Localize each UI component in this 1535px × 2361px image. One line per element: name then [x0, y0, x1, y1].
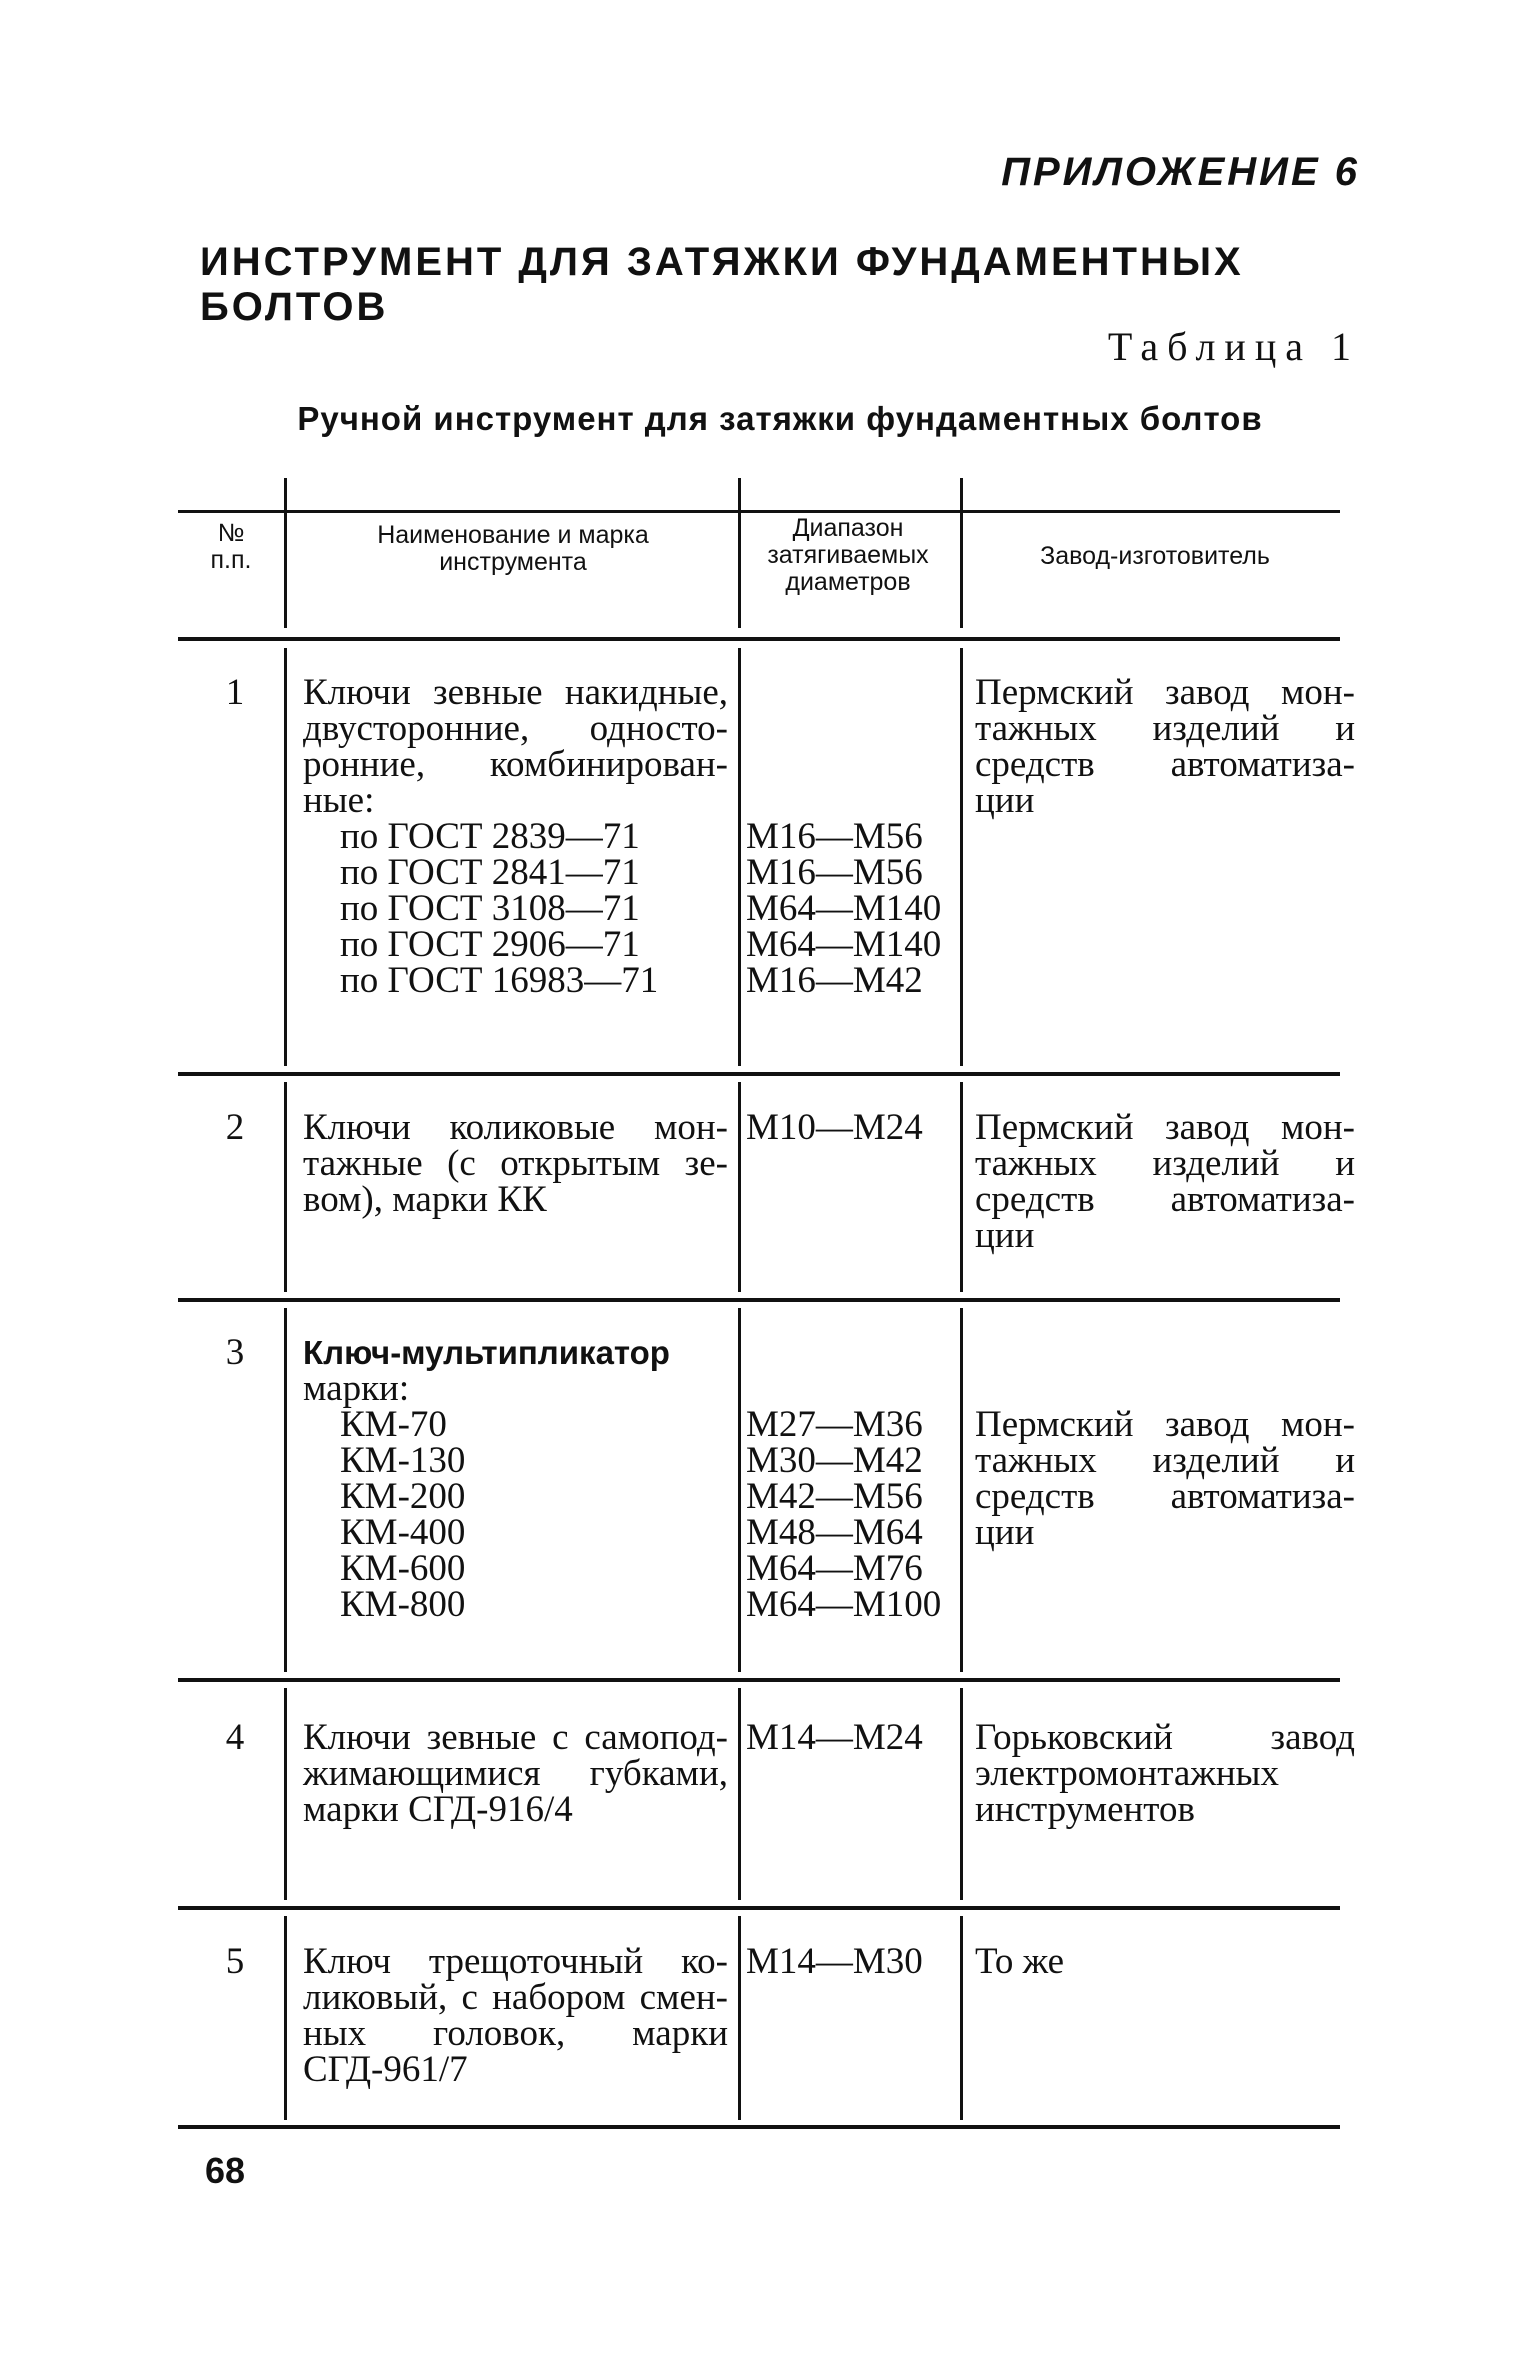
tool-name-line: ликовый, с набором смен- — [303, 1977, 728, 2018]
model-line: КМ-800 — [340, 1584, 466, 1625]
tool-name-line: вом), марки КК — [303, 1179, 547, 1220]
table-label: Таблица 1 — [1107, 324, 1360, 369]
model-line: КМ-200 — [340, 1476, 466, 1517]
col-divider-2-row4 — [738, 1688, 741, 1900]
diameter-range: М14—М24 — [746, 1717, 923, 1758]
header-name — [295, 522, 731, 576]
tool-name-cell — [303, 1107, 728, 1220]
row-rule-3 — [178, 1678, 1340, 1682]
manufacturer-line: средств автоматиза- — [975, 1179, 1355, 1220]
manufacturer-line: Пермский завод мон- — [975, 1107, 1355, 1148]
tool-name-line: Ключ-мультипликатор — [303, 1334, 670, 1371]
tool-name-line: марки СГД-916/4 — [303, 1789, 573, 1830]
diameter-range: М42—М56 — [746, 1476, 923, 1517]
col-divider-3-row4 — [960, 1688, 963, 1900]
diameter-range: М30—М42 — [746, 1440, 923, 1481]
diameter-range: М16—М42 — [746, 960, 923, 1001]
tool-name-line: Ключи коликовые мон- — [303, 1107, 728, 1148]
diameter-range: М64—М140 — [746, 888, 942, 929]
manufacturer-line: ции — [975, 1512, 1035, 1553]
tool-name-cell — [303, 1717, 728, 1830]
diameter-range: М16—М56 — [746, 816, 923, 857]
manufacturer-cell — [975, 672, 1355, 821]
diameter-range: М64—М140 — [746, 924, 942, 965]
header-num-line1: № — [217, 519, 245, 547]
diameter-range: М16—М56 — [746, 852, 923, 893]
diameter-range: М48—М64 — [746, 1512, 923, 1553]
header-divider-3 — [960, 478, 963, 628]
tool-name-cell — [303, 1941, 728, 2090]
diameter-range: М10—М24 — [746, 1107, 923, 1148]
manufacturer-line: инструментов — [975, 1789, 1195, 1830]
header-range-line1: Диапазон — [792, 514, 904, 542]
manufacturer-cell — [975, 1941, 1355, 1982]
tool-name-line: Ключи зевные накидные, — [303, 672, 728, 713]
standard-line: по ГОСТ 2839—71 — [340, 816, 640, 857]
header-name-line1: Наименование и марка — [377, 521, 649, 549]
col-divider-2-row2 — [738, 1082, 741, 1292]
manufacturer-line: Горьковский завод — [975, 1717, 1355, 1758]
table-top-rule — [178, 510, 1340, 513]
col-divider-1-row5 — [284, 1916, 287, 2120]
manufacturer-line: То же — [975, 1941, 1065, 1982]
header-num — [190, 520, 272, 574]
diameter-range: М14—М30 — [746, 1941, 923, 1982]
row-number: 3 — [225, 1332, 245, 1373]
manufacturer-line: Пермский завод мон- — [975, 672, 1355, 713]
row-number: 2 — [225, 1107, 245, 1148]
diameter-range: М64—М100 — [746, 1584, 942, 1625]
header-range-line3: диаметров — [785, 568, 911, 596]
table-bottom-rule — [178, 2125, 1340, 2129]
row-number: 1 — [225, 672, 245, 713]
col-divider-3-row2 — [960, 1082, 963, 1292]
manufacturer-line: ции — [975, 1215, 1035, 1256]
diameter-range: М27—М36 — [746, 1404, 923, 1445]
row-rule-4 — [178, 1906, 1340, 1910]
standard-line: по ГОСТ 16983—71 — [340, 960, 659, 1001]
col-divider-1-row1 — [284, 648, 287, 1066]
manufacturer-line: тажных изделий и — [975, 1143, 1355, 1184]
model-line: КМ-130 — [340, 1440, 466, 1481]
diameter-range-cell — [746, 1404, 956, 1625]
appendix-heading: ПРИЛОЖЕНИЕ 6 — [1001, 150, 1360, 194]
manufacturer-line: средств автоматиза- — [975, 744, 1355, 785]
col-divider-1-row2 — [284, 1082, 287, 1292]
col-divider-3-row1 — [960, 648, 963, 1066]
tool-name-line: ные: — [303, 780, 375, 821]
tool-name-cell — [303, 1335, 728, 1623]
standard-line: по ГОСТ 3108—71 — [340, 888, 640, 929]
tool-name-line: Ключи зевные с самопод- — [303, 1717, 728, 1758]
manufacturer-line: тажных изделий и — [975, 708, 1355, 749]
row-number: 4 — [225, 1717, 245, 1758]
row-rule-1 — [178, 1072, 1340, 1076]
standard-line: по ГОСТ 2841—71 — [340, 852, 640, 893]
manufacturer-line: электромонтажных — [975, 1753, 1279, 1794]
tool-name-line: СГД-961/7 — [303, 2049, 468, 2090]
diameter-range-cell — [746, 1941, 956, 1982]
tool-name-line: марки: — [303, 1368, 410, 1409]
model-line: КМ-600 — [340, 1548, 466, 1589]
diameter-range-cell — [746, 1717, 956, 1758]
table-caption: Ручной инструмент для затяжки фундаментных болтов — [297, 400, 1263, 437]
col-divider-3-row3 — [960, 1308, 963, 1672]
tool-name-cell — [303, 672, 728, 1001]
tool-name-line: тажные (с открытым зе- — [303, 1143, 728, 1184]
manufacturer-line: Пермский завод мон- — [975, 1404, 1355, 1445]
section-title: ИНСТРУМЕНТ ДЛЯ ЗАТЯЖКИ ФУНДАМЕНТНЫХ БОЛТОВ — [200, 240, 1244, 329]
model-line: КМ-400 — [340, 1512, 466, 1553]
manufacturer-cell — [975, 1404, 1355, 1553]
row-rule-2 — [178, 1298, 1340, 1302]
col-divider-3-row5 — [960, 1916, 963, 2120]
diameter-range: М64—М76 — [746, 1548, 923, 1589]
tool-name-line: двусторонние, односто- — [303, 708, 728, 749]
manufacturer-line: ции — [975, 780, 1035, 821]
header-divider-2 — [738, 478, 741, 628]
manufacturer-line: тажных изделий и — [975, 1440, 1355, 1481]
tool-name-line: ных головок, марки — [303, 2013, 728, 2054]
col-divider-2-row5 — [738, 1916, 741, 2120]
manufacturer-line: средств автоматиза- — [975, 1476, 1355, 1517]
header-range — [742, 515, 954, 596]
diameter-range-cell — [746, 816, 956, 1001]
standard-line: по ГОСТ 2906—71 — [340, 924, 640, 965]
header-bottom-rule — [178, 637, 1340, 641]
col-divider-2-row1 — [738, 648, 741, 1066]
header-divider-1 — [284, 478, 287, 628]
header-maker-label: Завод-изготовитель — [1040, 542, 1270, 570]
tool-name-line: жимающимися губками, — [303, 1753, 728, 1794]
manufacturer-cell — [975, 1717, 1355, 1830]
header-num-line2: п.п. — [210, 546, 252, 574]
header-range-line2: затягиваемых — [767, 541, 929, 569]
col-divider-1-row3 — [284, 1308, 287, 1672]
col-divider-1-row4 — [284, 1688, 287, 1900]
header-name-line2: инструмента — [439, 548, 587, 576]
page-number: 68 — [205, 2150, 246, 2191]
tool-name-line: ронние, комбинирован- — [303, 744, 728, 785]
header-maker — [970, 543, 1340, 570]
model-line: КМ-70 — [340, 1404, 447, 1445]
tool-name-line: Ключ трещоточный ко- — [303, 1941, 728, 1982]
diameter-range-cell — [746, 1107, 956, 1148]
col-divider-2-row3 — [738, 1308, 741, 1672]
row-number: 5 — [225, 1941, 245, 1982]
manufacturer-cell — [975, 1107, 1355, 1256]
